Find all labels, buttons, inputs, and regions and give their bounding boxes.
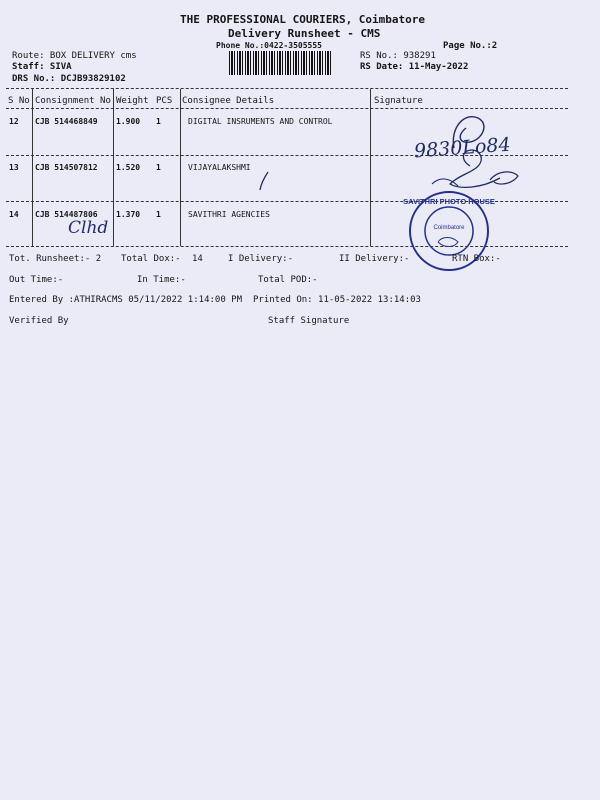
column-divider: [180, 89, 181, 246]
staff: Staff: SIVA: [12, 62, 72, 72]
rs-number: RS No.: 938291: [360, 51, 436, 61]
pen-mark: [256, 170, 272, 192]
total-dox-label: Total Dox:-: [121, 254, 181, 264]
column-divider: [113, 89, 114, 246]
printed-on: Printed On: 11-05-2022 13:14:03: [253, 295, 421, 305]
row-sno: 13: [9, 163, 19, 172]
runsheet-subtitle: Delivery Runsheet - CMS: [228, 27, 381, 40]
stamp-ring-text: SAVITHRI PHOTO HOUSE: [403, 197, 495, 206]
row-consignment: CJB 514487806: [35, 210, 98, 219]
entered-by: Entered By :ATHIRACMS 05/11/2022 1:14:00 PM: [9, 295, 242, 305]
first-delivery: I Delivery:-: [228, 254, 294, 264]
row-pcs: 1: [156, 163, 161, 172]
row-weight: 1.520: [116, 163, 141, 172]
total-runsheet: Tot. Runsheet:- 2: [9, 254, 102, 264]
col-header-pcs: PCS: [156, 96, 173, 106]
row-consignment: CJB 514507812: [35, 163, 98, 172]
row-sno: 14: [9, 210, 19, 219]
verified-by: Verified By: [9, 316, 69, 326]
handwritten-note: Clhd: [68, 218, 109, 238]
table-top-rule: [6, 88, 568, 89]
row-consignee: VIJAYALAKSHMI: [188, 163, 251, 172]
route: Route: BOX DELIVERY cms: [12, 51, 137, 61]
row-pcs: 1: [156, 117, 161, 126]
drs-number: DRS No.: DCJB93829102: [12, 74, 126, 84]
col-header-signature: Signature: [374, 96, 423, 106]
row-consignee: DIGITAL INSRUMENTS AND CONTROL: [188, 117, 333, 126]
second-delivery: II Delivery:-: [339, 254, 410, 264]
company-title: THE PROFESSIONAL COURIERS, Coimbatore: [180, 13, 426, 26]
column-divider: [32, 89, 33, 246]
col-header-sno: S No: [8, 96, 30, 106]
rtn-box: RTN Box:-: [452, 254, 501, 264]
total-dox-value: 14: [192, 254, 203, 264]
col-header-consignee: Consignee Details: [182, 96, 275, 106]
stamp-center-text: Coimbatore: [433, 225, 465, 231]
row-weight: 1.370: [116, 210, 141, 219]
rs-date: RS Date: 11-May-2022: [360, 62, 469, 72]
row-pcs: 1: [156, 210, 161, 219]
column-divider: [370, 89, 371, 246]
out-time: Out Time:-: [9, 275, 64, 285]
row-consignee: SAVITHRI AGENCIES: [188, 210, 270, 219]
staff-signature: Staff Signature: [268, 316, 350, 326]
row-weight: 1.900: [116, 117, 141, 126]
row-sno: 12: [9, 117, 19, 126]
barcode: [229, 51, 331, 75]
col-header-consignment: Consignment No: [35, 96, 111, 106]
in-time: In Time:-: [137, 275, 186, 285]
col-header-weight: Weight: [116, 96, 149, 106]
handwritten-phone: 9830Lo84: [413, 133, 512, 163]
row-consignment: CJB 514468849: [35, 117, 98, 126]
total-pod: Total POD:-: [258, 275, 318, 285]
phone-number: Phone No.:0422-3505555: [216, 41, 322, 50]
page-number: Page No.:2: [443, 41, 498, 51]
